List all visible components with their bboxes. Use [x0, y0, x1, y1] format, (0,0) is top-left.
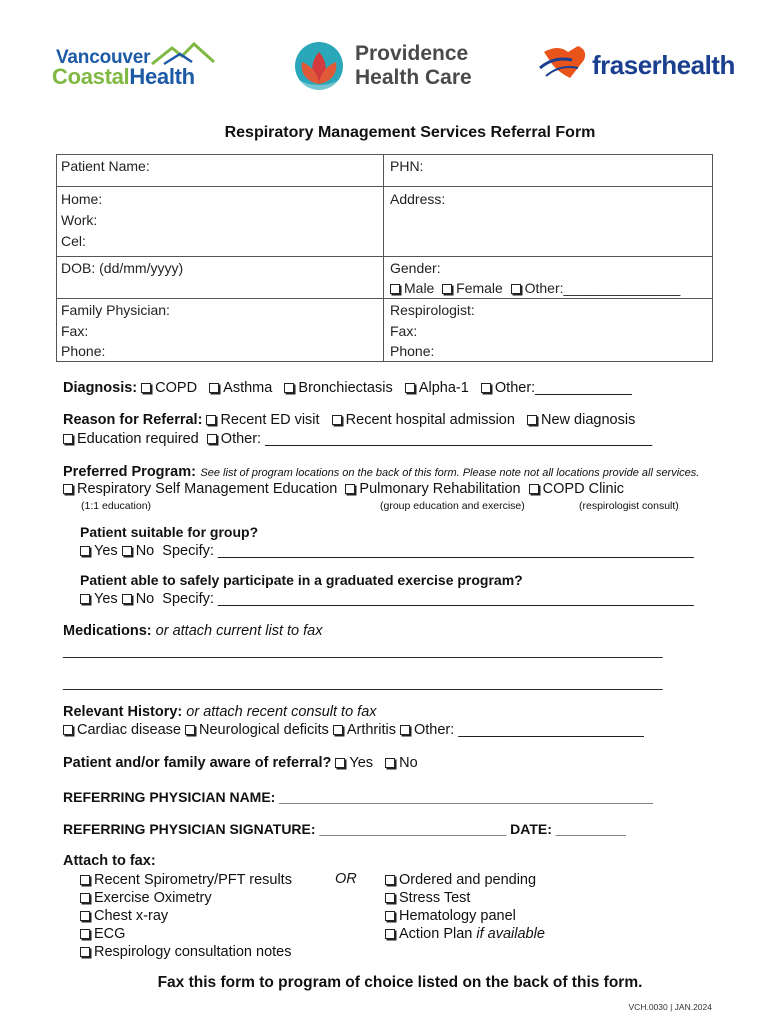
female-checkbox[interactable]: [442, 284, 452, 294]
other-gender-checkbox[interactable]: [511, 284, 521, 294]
recent-hospital-checkbox[interactable]: [332, 415, 342, 425]
program-label: Preferred Program:: [63, 464, 196, 480]
other-diagnosis-checkbox[interactable]: [481, 383, 491, 393]
attach-left-list: [80, 871, 292, 961]
attach-label: Attach to fax:: [63, 853, 156, 869]
education-required-checkbox[interactable]: [63, 434, 73, 444]
respirologist-field[interactable]: Respirologist:: [390, 302, 475, 318]
patient-name-field[interactable]: Patient Name:: [61, 158, 150, 174]
address-field[interactable]: Address:: [390, 191, 446, 207]
work-phone-field[interactable]: Work:: [61, 212, 98, 228]
reason-label: Reason for Referral:: [63, 412, 203, 428]
reason-row-2: Education required Other: ________________________________________________: [63, 431, 652, 447]
exercise-yes-checkbox[interactable]: [80, 594, 90, 604]
group-question: Patient suitable for group?: [80, 524, 259, 540]
respirologist-fax-field[interactable]: Fax:: [390, 323, 418, 339]
lotus-icon: [292, 40, 346, 92]
home-phone-field[interactable]: Home:: [61, 191, 103, 207]
medications-line-2[interactable]: _____________________________________________________________________________: [63, 674, 663, 690]
group-specify-field[interactable]: Specify: ___________________________________________________________: [162, 543, 694, 559]
attach-item[interactable]: Ordered and pending: [385, 871, 545, 889]
gender-options: Male Female Other:_______________: [390, 280, 680, 296]
male-checkbox[interactable]: [390, 284, 400, 294]
family-physician-field[interactable]: Family Physician:: [61, 302, 170, 318]
aware-no-checkbox[interactable]: [385, 758, 395, 768]
respirologist-phone-field[interactable]: Phone:: [390, 343, 435, 359]
medications-line-1[interactable]: _____________________________________________________________________________: [63, 642, 663, 658]
attach-item[interactable]: ECG: [80, 925, 292, 943]
history-options: Cardiac disease Neurological deficits Arthritis Other: _______________________: [63, 722, 644, 738]
new-diagnosis-checkbox[interactable]: [527, 415, 537, 425]
program-header: [63, 463, 699, 481]
other-reason-checkbox[interactable]: [207, 434, 217, 444]
attach-item[interactable]: Respirology consultation notes: [80, 943, 292, 961]
physician-signature-field[interactable]: REFERRING PHYSICIAN SIGNATURE: ________________________ DATE: _________: [63, 821, 626, 837]
group-no-checkbox[interactable]: [122, 546, 132, 556]
cardiac-checkbox[interactable]: [63, 725, 73, 735]
other-history-checkbox[interactable]: [400, 725, 410, 735]
fax-instruction: Fax this form to program of choice listed on the back of this form.: [157, 974, 643, 991]
aware-yes-checkbox[interactable]: [335, 758, 345, 768]
recent-ed-checkbox[interactable]: [206, 415, 216, 425]
attach-item[interactable]: Recent Spirometry/PFT results: [80, 871, 292, 889]
alpha1-checkbox[interactable]: [405, 383, 415, 393]
pulmonary-rehab-checkbox[interactable]: [345, 484, 355, 494]
exercise-no-checkbox[interactable]: [122, 594, 132, 604]
cel-phone-field[interactable]: Cel:: [61, 233, 86, 249]
exercise-specify-field[interactable]: Specify: ___________________________________________________________: [162, 591, 694, 607]
table-divider: [383, 298, 713, 299]
table-divider: [56, 298, 383, 299]
diagnosis-label: Diagnosis:: [63, 380, 138, 396]
program-note: See list of program locations on the back of this form. Please note not all locations provide all services.: [200, 467, 700, 479]
phc-logo-line2: Health Care: [355, 66, 472, 89]
rse-checkbox[interactable]: [63, 484, 73, 494]
fraserhealth-swoosh-icon: [538, 42, 592, 84]
reason-row-1: Reason for Referral: Recent ED visit Recent hospital admission New diagnosis: [63, 412, 636, 428]
table-divider: [56, 256, 713, 257]
attach-item[interactable]: Chest x-ray: [80, 907, 292, 925]
diagnosis-row: Diagnosis: COPD Asthma Bronchiectasis Alpha-1 Other:____________: [63, 380, 632, 396]
form-code: VCH.0030 | JAN.2024: [628, 1002, 712, 1012]
copd-checkbox[interactable]: [141, 383, 151, 393]
vch-logo-line1: Vancouver: [56, 47, 151, 68]
neurological-checkbox[interactable]: [185, 725, 195, 735]
vch-logo-line2: CoastalHealth: [52, 64, 195, 89]
gender-label: Gender:: [390, 260, 441, 276]
mountain-icon: [150, 40, 216, 66]
family-physician-fax-field[interactable]: Fax:: [61, 323, 89, 339]
copd-clinic-checkbox[interactable]: [529, 484, 539, 494]
program-options: Respiratory Self Management Education Pulmonary Rehabilitation COPD Clinic: [63, 481, 624, 497]
exercise-question: Patient able to safely participate in a graduated exercise program?: [80, 572, 523, 588]
asthma-checkbox[interactable]: [209, 383, 219, 393]
aware-row: Patient and/or family aware of referral? Yes No: [63, 755, 418, 771]
attach-item[interactable]: Hematology panel: [385, 907, 545, 925]
dob-field[interactable]: DOB: (dd/mm/yyyy): [61, 260, 184, 276]
form-title: Respiratory Management Services Referral Form: [224, 124, 596, 141]
group-answer-row: Yes No Specify: ___________________________________________________________: [80, 543, 694, 559]
phn-field[interactable]: PHN:: [390, 158, 424, 174]
attach-item[interactable]: Action Plan if available: [385, 925, 545, 943]
exercise-answer-row: Yes No Specify: ___________________________________________________________: [80, 591, 694, 607]
pr-subtitle: (group education and exercise): [380, 500, 525, 512]
family-physician-phone-field[interactable]: Phone:: [61, 343, 106, 359]
fh-logo-text: fraserhealth: [592, 50, 735, 80]
attach-or: OR: [335, 871, 357, 887]
table-divider: [56, 186, 713, 187]
medications-header: Medications: or attach current list to fax: [63, 623, 323, 639]
arthritis-checkbox[interactable]: [333, 725, 343, 735]
phc-logo-line1: Providence: [355, 42, 469, 65]
attach-item[interactable]: Stress Test: [385, 889, 545, 907]
rse-subtitle: (1:1 education): [81, 500, 152, 512]
history-header: Relevant History: or attach recent consult to fax: [63, 704, 377, 720]
bronchiectasis-checkbox[interactable]: [284, 383, 294, 393]
group-yes-checkbox[interactable]: [80, 546, 90, 556]
attach-right-list: [385, 871, 545, 943]
attach-item[interactable]: Exercise Oximetry: [80, 889, 292, 907]
copd-clinic-subtitle: (respirologist consult): [579, 500, 679, 512]
physician-name-field[interactable]: REFERRING PHYSICIAN NAME: ________________________________________________: [63, 789, 653, 805]
